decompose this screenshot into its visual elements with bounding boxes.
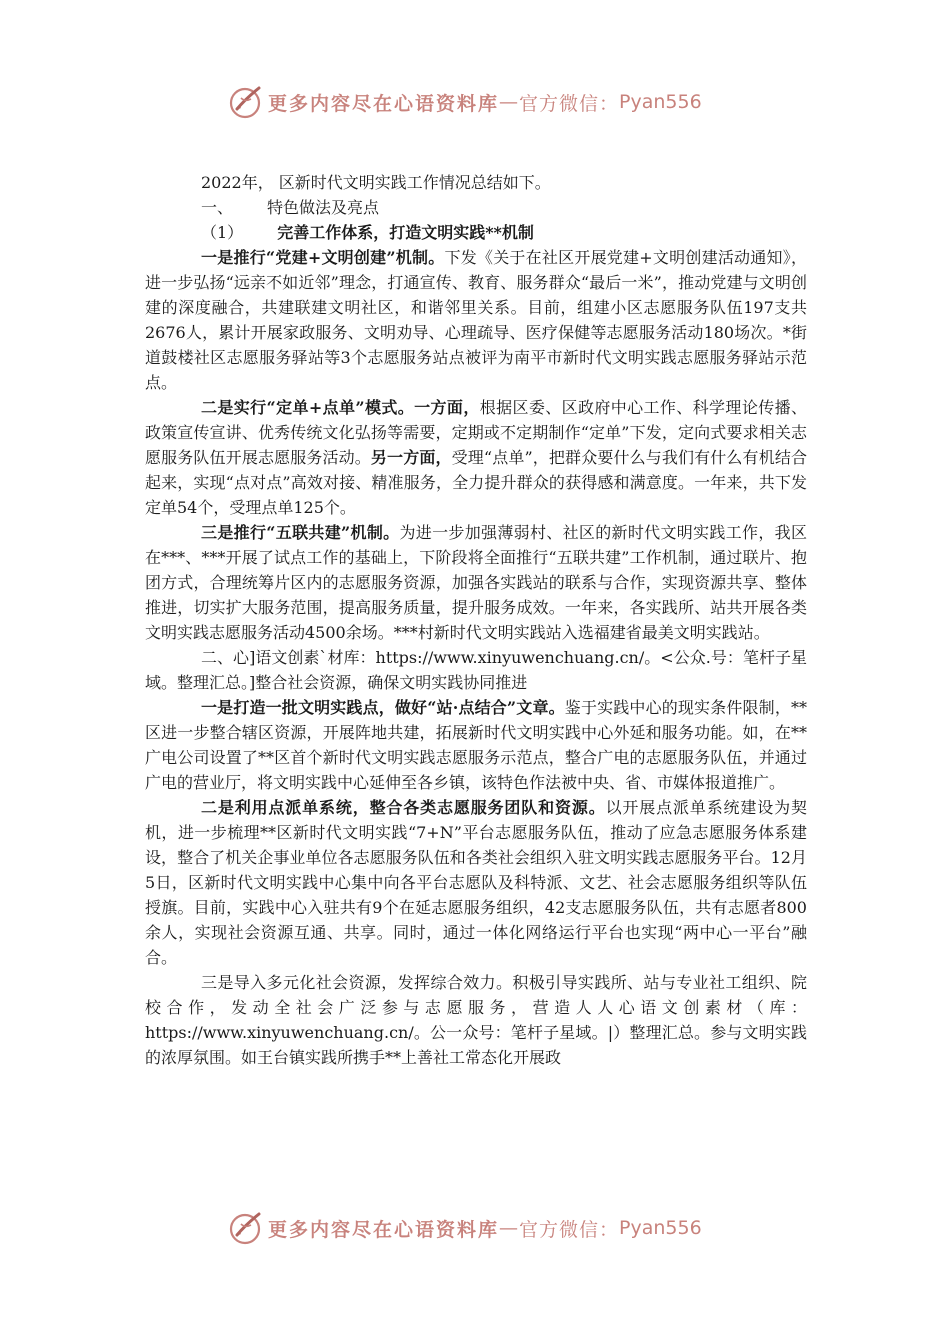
intro-text: 2022年， 区新时代文明实践工作情况总结如下。 [201,173,551,192]
banner-dash: — [499,1217,520,1239]
paragraph-2-lead-2: 一方面， [414,398,480,417]
banner-wechat-id: Pyan556 [619,91,702,113]
paragraph-3 [145,520,807,645]
banner-official: 官方微信： [519,1218,620,1241]
document-body [145,170,807,1070]
section-1-heading [145,195,807,220]
section-2-text: 二、心]语文创素`材库：https://www.xinyuwenchuang.cn/。<公众.号：笔杆子星域。整理汇总。]整合社会资源，确保文明实践协同推进 [145,648,807,692]
banner-dash: — [499,91,520,113]
paragraph-1-body: 下发《关于在社区开展党建+文明创建活动通知》，进一步弘扬“远亲不如近邻”理念，打通宣传、教育、服务群众“最后一米”，推动党建与文明创建的深度融合，共建联建文明社区，和谐邻里关系。目前，组建小区志愿服务队伍197支共2676人，累计开展家政服务、文明劝导、心理疏导、医疗保健等志愿服务活动180场次。*街道鼓楼社区志愿服务驿站等3个志愿服务站点被评为南平市新时代文明实践志愿服务驿站示范点。 [145,248,807,392]
paragraph-6-body: 三是导入多元化社会资源，发挥综合效力。积极引导实践所、站与专业社工组织、院校合作，发动全社会广泛参与志愿服务，营造人人心语文创素材（库：https://www.xinyuwenchuang.cn/。公一众号：笔杆子星域。|）整理汇总。参与文明实践的浓厚氛围。如王台镇实践所携手**上善社工常态化开展政 [145,973,807,1067]
paragraph-2-body-1: 根据区委、区政府中心工作、科学理论传播、政策宣传宣讲、优秀传统文化弘扬等需要，定期或不定期制作“定单”下发，定向式要求相关志愿服务队伍开展志愿服务活动。 [145,398,807,467]
pen-logo-icon [228,84,264,120]
banner-brand: 更多内容尽在心语资料库 [268,92,500,115]
subsection-1-number: （1） [201,223,244,242]
pen-logo-icon [228,1210,264,1246]
header-banner [228,82,748,122]
paragraph-2-lead: 二是实行“定单+点单”模式。 [201,398,415,417]
paragraph-3-lead: 三是推行“五联共建”机制。 [201,523,400,542]
banner-brand: 更多内容尽在心语资料库 [268,1218,500,1241]
section-1-number: 一、 [201,198,234,217]
paragraph-1 [145,245,807,395]
paragraph-3-body: 为进一步加强薄弱村、社区的新时代文明实践工作，我区在***、***开展了试点工作的基础上，下阶段将全面推行“五联共建”工作机制，通过联片、抱团方式，合理统筹片区内的志愿服务资源，加强各实践站的联系与合作，实现资源共享、整体推进，切实扩大服务范围，提高服务质量，提升服务成效。一年来，各实践所、站共开展各类文明实践志愿服务活动4500余场。***村新时代文明实践站入选福建省最美文明实践站。 [145,523,807,642]
paragraph-5 [145,795,807,970]
subsection-1-heading [145,220,807,245]
paragraph-4 [145,695,807,795]
banner-wechat-id: Pyan556 [619,1217,702,1239]
paragraph-2-body-2: 受理“点单”，把群众要什么与我们有什么有机结合起来，实现“点对点”高效对接、精准服务，全力提升群众的获得感和满意度。一年来，共下发定单54个，受理点单125个。 [145,448,807,517]
paragraph-4-body: 鉴于实践中心的现实条件限制，**区进一步整合辖区资源，开展阵地共建，拓展新时代文明实践中心外延和服务功能。如，在**广电公司设置了**区首个新时代文明实践志愿服务示范点，整合广电的志愿服务队伍，并通过广电的营业厅，将文明实践中心延伸至各乡镇，该特色作法被中央、省、市媒体报道推广。 [145,698,807,792]
paragraph-2-lead-3: 另一方面， [370,448,452,467]
paragraph-1-lead: 一是推行“党建+文明创建”机制。 [201,248,445,267]
section-2-heading [145,645,807,695]
subsection-1-title: 完善工作体系，打造文明实践**机制 [277,223,534,242]
intro-line [145,170,807,195]
paragraph-2 [145,395,807,520]
paragraph-6 [145,970,807,1070]
paragraph-5-lead: 二是利用点派单系统，整合各类志愿服务团队和资源。 [201,798,606,817]
paragraph-5-body: 以开展点派单系统建设为契机，进一步梳理**区新时代文明实践“7+N”平台志愿服务队伍，推动了应急志愿服务体系建设，整合了机关企事业单位各志愿服务队伍和各类社会组织入驻文明实践志愿服务平台。12月5日，区新时代文明实践中心集中向各平台志愿队及科特派、文艺、社会志愿服务组织等队伍授旗。目前，实践中心入驻共有9个在延志愿服务组织，42支志愿服务队伍，共有志愿者800余人，实现社会资源互通、共享。同时，通过一体化网络运行平台也实现“两中心一平台”融合。 [145,798,807,967]
paragraph-4-lead: 一是打造一批文明实践点，做好“站·点结合”文章。 [201,698,565,717]
section-1-title: 特色做法及亮点 [267,198,380,217]
banner-official: 官方微信： [519,92,620,115]
footer-banner [228,1208,748,1248]
